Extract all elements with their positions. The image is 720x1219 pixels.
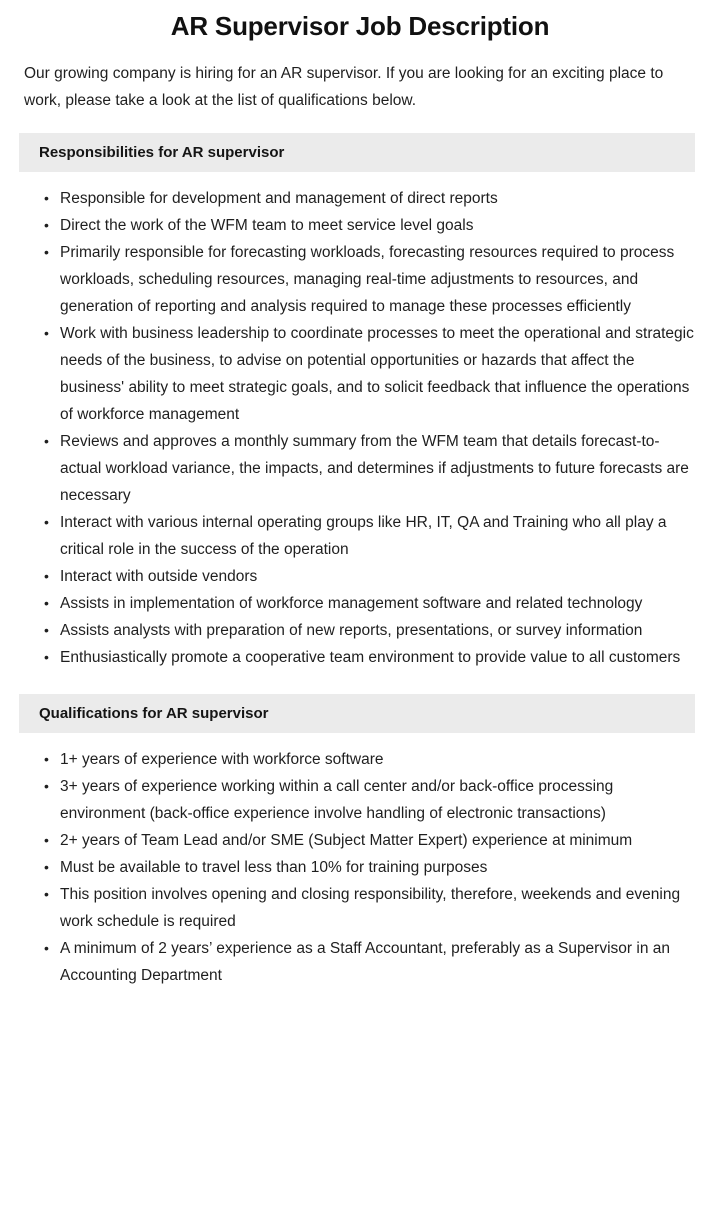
list-item: • This position involves opening and closing responsibility, therefore, weekends and evening work schedule is required (60, 881, 695, 935)
qualifications-heading: Qualifications for AR supervisor (39, 705, 269, 722)
list-item: • Interact with outside vendors (60, 563, 695, 590)
list-item: • Responsible for development and management of direct reports (60, 185, 695, 212)
responsibilities-heading: Responsibilities for AR supervisor (39, 144, 285, 161)
responsibilities-section (0, 133, 720, 671)
list-item: • Work with business leadership to coordinate processes to meet the operational and strategic needs of the business, to advise on potential opportunities or hazards that affect the business' ability to meet strategic goals, and to solicit feedback that influence the operations of workforce management (60, 320, 695, 428)
list-item: • 1+ years of experience with workforce software (60, 746, 695, 773)
list-item: • Reviews and approves a monthly summary from the WFM team that details forecast-to-actual workload variance, the impacts, and determines if adjustments to future forecasts are necessary (60, 428, 695, 509)
list-item: • Must be available to travel less than 10% for training purposes (60, 854, 695, 881)
list-item: • 3+ years of experience working within a call center and/or back-office processing environment (back-office experience involve handling of electronic transactions) (60, 773, 695, 827)
list-item: • Direct the work of the WFM team to meet service level goals (60, 212, 695, 239)
qualifications-list (0, 733, 720, 989)
intro-paragraph: Our growing company is hiring for an AR supervisor. If you are looking for an exciting place to work, please take a look at the list of qualifications below. (24, 65, 664, 109)
list-item: • A minimum of 2 years’ experience as a Staff Accountant, preferably as a Supervisor in an Accounting Department (60, 935, 695, 989)
qualifications-section-header (19, 694, 695, 733)
responsibilities-list (0, 172, 720, 671)
list-item: • 2+ years of Team Lead and/or SME (Subject Matter Expert) experience at minimum (60, 827, 695, 854)
list-item: • Interact with various internal operating groups like HR, IT, QA and Training who all play a critical role in the success of the operation (60, 509, 695, 563)
page-title: AR Supervisor Job Description (170, 11, 550, 41)
responsibilities-section-header (19, 133, 695, 172)
list-item: • Enthusiastically promote a cooperative team environment to provide value to all customers (60, 644, 695, 671)
list-item: • Assists in implementation of workforce management software and related technology (60, 590, 695, 617)
list-item: • Assists analysts with preparation of new reports, presentations, or survey information (60, 617, 695, 644)
list-item: • Primarily responsible for forecasting workloads, forecasting resources required to process workloads, scheduling resources, managing real-time adjustments to resources, and generation of reporting and analysis required to manage these processes efficiently (60, 239, 695, 320)
qualifications-section (0, 694, 720, 989)
